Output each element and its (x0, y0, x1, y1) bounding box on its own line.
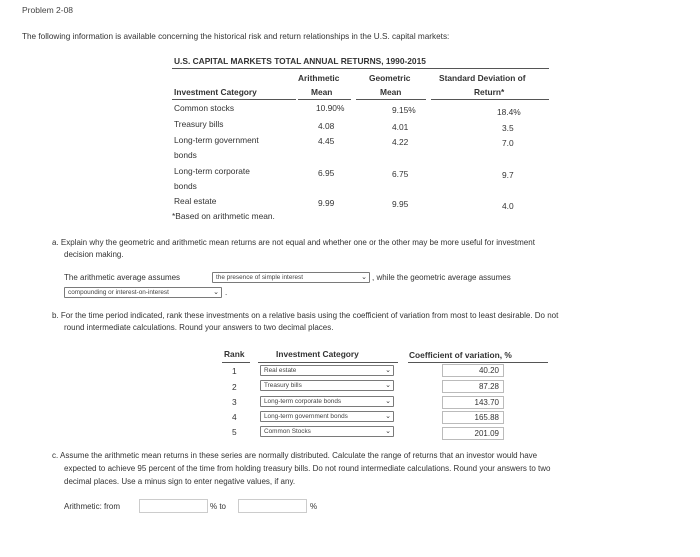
rank-category-dropdown[interactable] (260, 365, 394, 376)
row-sd: 7.0 (502, 138, 514, 148)
part-a-dropdown-arithmetic[interactable] (212, 272, 370, 283)
part-a-dropdown-geometric[interactable] (64, 287, 222, 298)
row-geom: 9.95 (392, 199, 409, 209)
table-rule-top (172, 68, 549, 69)
row-sd: 4.0 (502, 201, 514, 211)
row-geom: 4.01 (392, 122, 409, 132)
percent-to-label: % to (210, 502, 227, 511)
part-a-question-line1: a. Explain why the geometric and arithmetic mean returns are not equal and whether one or the other may be more useful for investment (52, 238, 535, 247)
part-a-answer-mid: , while the geometric average assumes (372, 273, 511, 282)
chevron-down-icon: ⌄ (385, 413, 391, 420)
row-category: Long-term government (174, 135, 259, 145)
dropdown-value: Long-term government bonds (264, 413, 348, 420)
header-arith-2: Mean (311, 87, 333, 97)
chevron-down-icon: ⌄ (385, 428, 391, 435)
category-header: Investment Category (276, 349, 359, 359)
chevron-down-icon: ⌄ (213, 289, 219, 296)
part-b-question-line2: round intermediate calculations. Round your answers to two decimal places. (64, 323, 334, 332)
row-category-cont: bonds (174, 181, 197, 191)
rank-category-dropdown[interactable] (260, 426, 394, 437)
dropdown-value: compounding or interest-on-interest (68, 289, 169, 296)
part-a-answer-end: . (225, 288, 228, 297)
rank-category-dropdown[interactable] (260, 411, 394, 422)
row-geom: 6.75 (392, 169, 409, 179)
rank-number: 3 (232, 397, 237, 407)
rank-number: 5 (232, 427, 237, 437)
dropdown-value: Long-term corporate bonds (264, 398, 342, 405)
table-title: U.S. CAPITAL MARKETS TOTAL ANNUAL RETURNS, 1990-2015 (174, 56, 426, 66)
row-sd: 18.4% (497, 107, 521, 117)
part-a-answer-prefix: The arithmetic average assumes (64, 273, 181, 282)
rank-number: 1 (232, 366, 237, 376)
cv-input[interactable]: 143.70 (442, 396, 504, 409)
chevron-down-icon: ⌄ (385, 398, 391, 405)
arithmetic-from-label: Arithmetic: from (64, 502, 121, 511)
header-rule-category (172, 99, 296, 100)
part-c-question-line1: c. Assume the arithmetic mean returns in these series are normally distributed. Calculate the range of returns that an investor would have (52, 451, 538, 460)
dropdown-value: Treasury bills (264, 382, 302, 389)
header-rule-arith (298, 99, 351, 100)
row-arith: 10.90% (316, 103, 345, 113)
part-a-question-line2: decision making. (64, 250, 124, 259)
rank-category-dropdown[interactable] (260, 380, 394, 391)
chevron-down-icon: ⌄ (385, 382, 391, 389)
dropdown-value: the presence of simple interest (216, 274, 304, 281)
row-geom: 4.22 (392, 137, 409, 147)
row-arith: 4.45 (318, 136, 335, 146)
row-category: Real estate (174, 196, 217, 206)
cv-input[interactable]: 87.28 (442, 380, 504, 393)
header-sd-1: Standard Deviation of (439, 73, 526, 83)
rank-number: 2 (232, 382, 237, 392)
row-arith: 9.99 (318, 198, 335, 208)
percent-label: % (310, 502, 318, 511)
cv-input[interactable]: 201.09 (442, 427, 504, 440)
part-b-question-line1: b. For the time period indicated, rank these investments on a relative basis using the coefficient of variation from most to least desirable. Do not (52, 311, 559, 320)
chevron-down-icon: ⌄ (385, 367, 391, 374)
rank-header-rule (222, 362, 250, 363)
header-arith-1: Arithmetic (298, 73, 340, 83)
row-arith: 6.95 (318, 168, 335, 178)
row-arith: 4.08 (318, 121, 335, 131)
row-category: Common stocks (174, 103, 235, 113)
cv-input[interactable]: 40.20 (442, 364, 504, 377)
table-footnote: *Based on arithmetic mean. (172, 211, 275, 221)
intro-text: The following information is available concerning the historical risk and return relationships in the U.S. capital markets: (22, 32, 450, 41)
row-geom: 9.15% (392, 105, 416, 115)
header-geom-2: Mean (380, 87, 402, 97)
dropdown-value: Real estate (264, 367, 297, 374)
cv-input[interactable]: 165.88 (442, 411, 504, 424)
row-sd: 9.7 (502, 170, 514, 180)
header-rule-sd (431, 99, 549, 100)
header-sd-2: Return* (474, 87, 505, 97)
row-sd: 3.5 (502, 123, 514, 133)
header-rule-geom (356, 99, 426, 100)
cv-header-rule (408, 362, 548, 363)
row-category: Long-term corporate (174, 166, 250, 176)
problem-title: Problem 2-08 (22, 5, 74, 15)
cv-header: Coefficient of variation, % (409, 350, 512, 360)
dropdown-value: Common Stocks (264, 428, 311, 435)
rank-category-dropdown[interactable] (260, 396, 394, 407)
row-category: Treasury bills (174, 119, 224, 129)
range-from-input[interactable] (139, 499, 208, 513)
header-category: Investment Category (174, 87, 257, 97)
part-c-question-line3: decimal places. Use a minus sign to enter negative values, if any. (64, 477, 296, 486)
range-to-input[interactable] (238, 499, 307, 513)
row-category-cont: bonds (174, 150, 197, 160)
chevron-down-icon: ⌄ (361, 274, 367, 281)
rank-number: 4 (232, 412, 237, 422)
category-header-rule (258, 362, 398, 363)
part-c-question-line2: expected to achieve 95 percent of the time from holding treasury bills. Do not round intermediate calculations. Round your answers to two (64, 464, 551, 473)
header-geom-1: Geometric (369, 73, 411, 83)
rank-header: Rank (224, 349, 245, 359)
